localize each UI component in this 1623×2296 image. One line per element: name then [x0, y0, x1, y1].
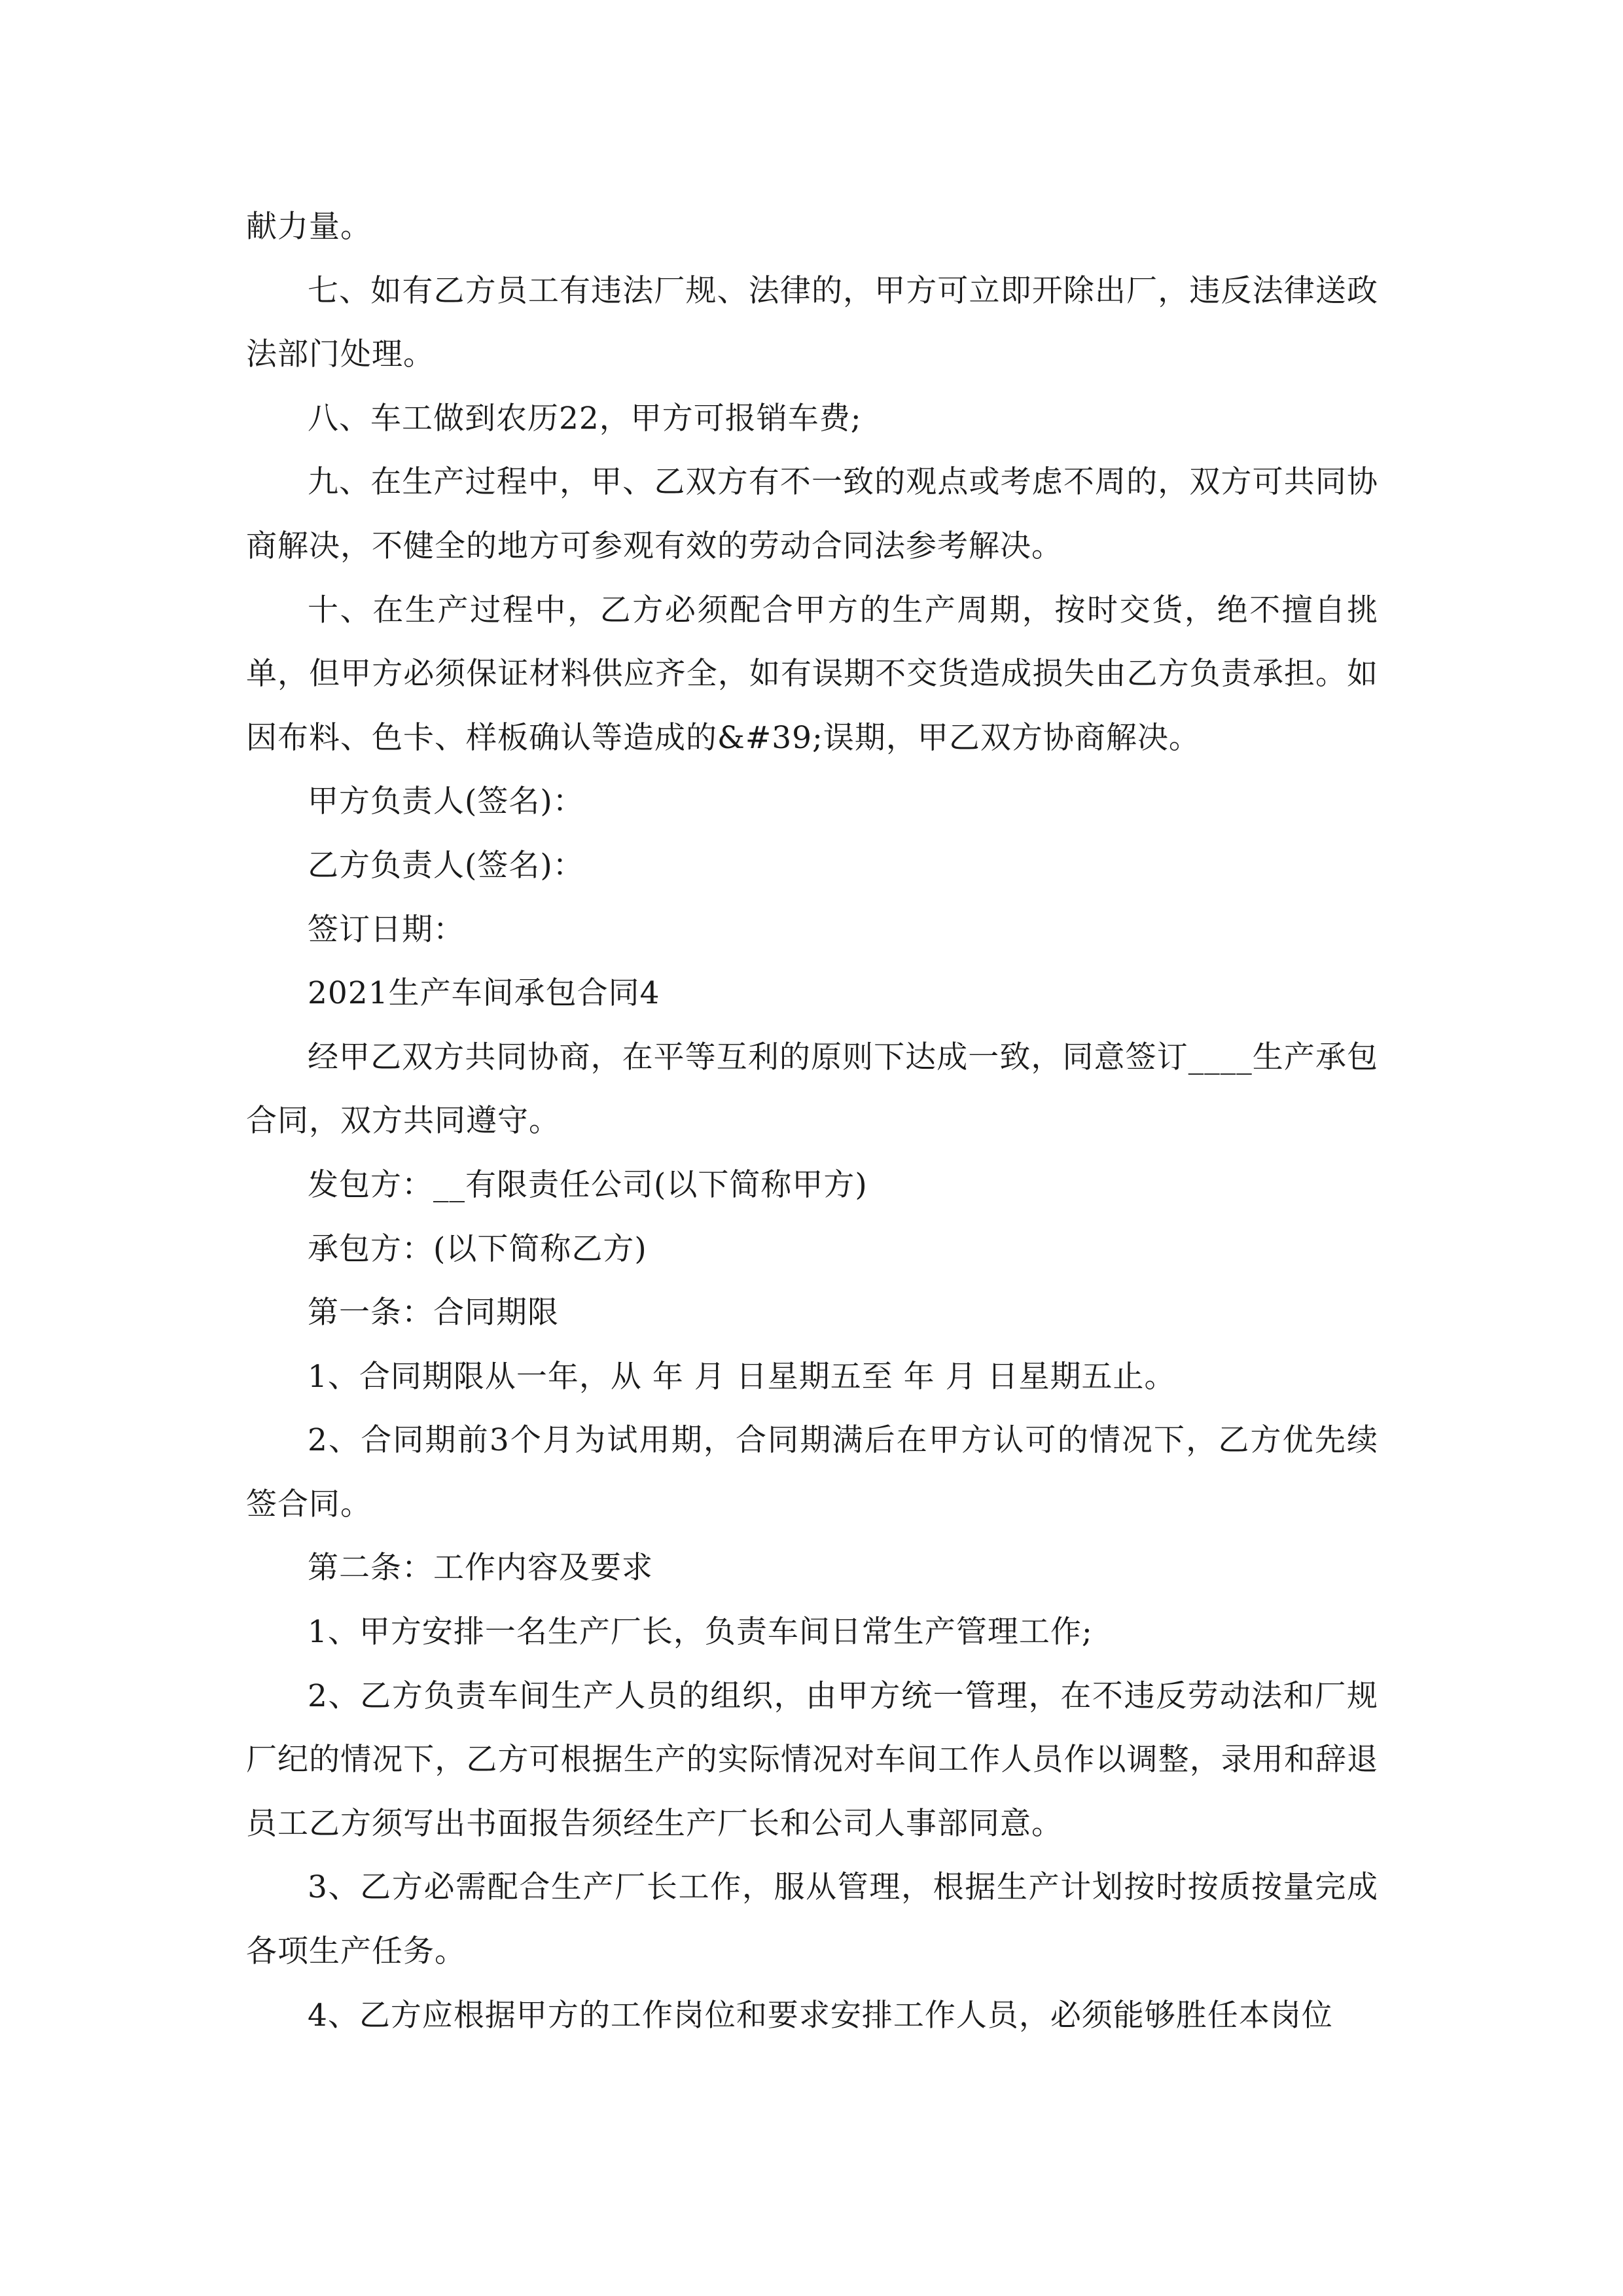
party-a-signature-line: 甲方负责人(签名)： [308, 783, 584, 820]
paragraph-preamble: 经甲乙双方共同协商，在平等互利的原则下达成一致，同意签订____生产承包合同，双方共同遵守。 [246, 1039, 1378, 1139]
contractor-party-line: 承包方：(以下简称乙方) [308, 1230, 647, 1267]
document-body [246, 195, 1378, 2047]
article-2-heading: 第二条：工作内容及要求 [308, 1550, 653, 1587]
article-2-item-3: 3、乙方必需配合生产厂长工作，服从管理，根据生产计划按时按质按量完成各项生产任务。 [246, 1869, 1378, 1970]
article-2-item-1: 1、甲方安排一名生产厂长，负责车间日常生产管理工作; [308, 1614, 1093, 1651]
signing-date-line: 签订日期： [308, 911, 465, 948]
article-1-item-2: 2、合同期前3个月为试用期，合同期满后在甲方认可的情况下，乙方优先续签合同。 [246, 1422, 1378, 1522]
paragraph-clause-7: 七、如有乙方员工有违法厂规、法律的，甲方可立即开除出厂，违反法律送政法部门处理。 [246, 272, 1378, 373]
contract-title: 2021生产车间承包合同4 [308, 975, 660, 1012]
article-1-item-1: 1、合同期限从一年，从 年 月 日星期五至 年 月 日星期五止。 [308, 1358, 1176, 1395]
article-2-item-4: 4、乙方应根据甲方的工作岗位和要求安排工作人员，必须能够胜任本岗位 [308, 1997, 1333, 2034]
article-1-heading: 第一条：合同期限 [308, 1295, 559, 1331]
employer-party-line: 发包方：__有限责任公司(以下简称甲方) [308, 1166, 868, 1203]
paragraph-clause-8: 八、车工做到农历22，甲方可报销车费; [308, 400, 862, 437]
paragraph: 献力量。 [246, 209, 372, 245]
paragraph-clause-10: 十、在生产过程中，乙方必须配合甲方的生产周期，按时交货，绝不擅自挑单，但甲方必须保证材料供应齐全，如有误期不交货造成损失由乙方负责承担。如因布料、色卡、样板确认等造成的&#39;误期，甲乙双方协商解决。 [246, 592, 1378, 756]
paragraph-clause-9: 九、在生产过程中，甲、乙双方有不一致的观点或考虑不周的，双方可共同协商解决，不健全的地方可参观有效的劳动合同法参考解决。 [246, 464, 1378, 564]
article-2-item-2: 2、乙方负责车间生产人员的组织，由甲方统一管理，在不违反劳动法和厂规厂纪的情况下，乙方可根据生产的实际情况对车间工作人员作以调整，录用和辞退员工乙方须写出书面报告须经生产厂长和公司人事部同意。 [246, 1677, 1378, 1842]
party-b-signature-line: 乙方负责人(签名)： [308, 847, 584, 884]
